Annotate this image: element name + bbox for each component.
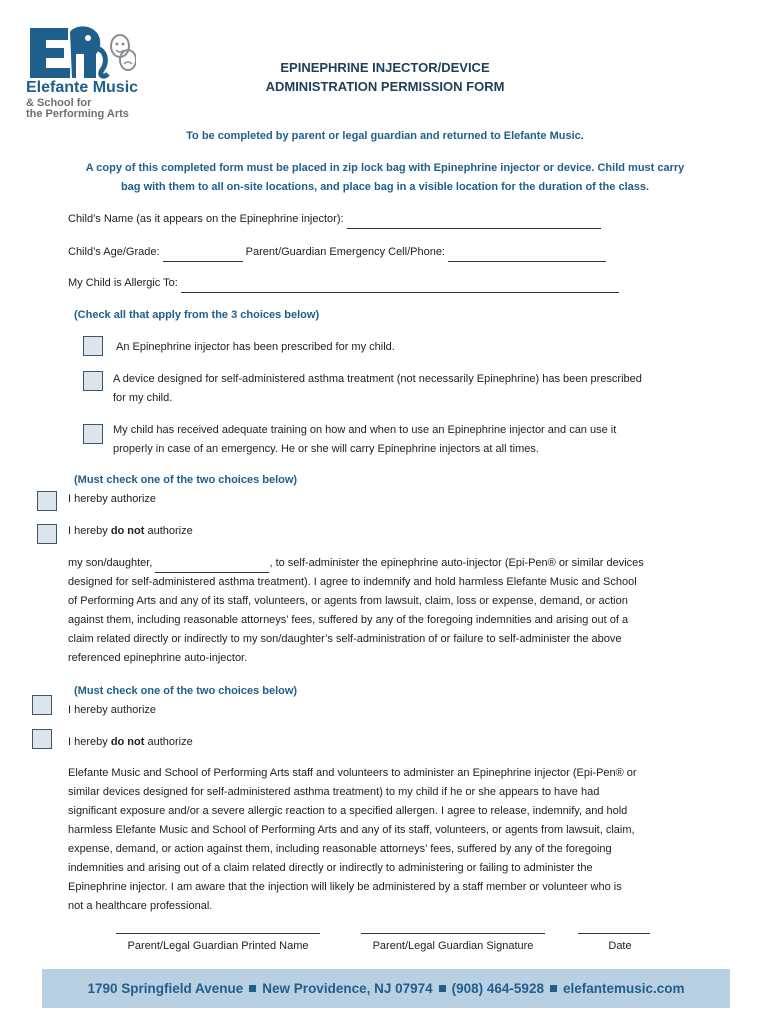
emergency-phone-field[interactable] — [448, 249, 606, 262]
checkbox-self-authorize[interactable] — [37, 491, 57, 511]
option-asthma-line-2: for my child. — [113, 392, 173, 404]
section1-heading: (Check all that apply from the 3 choices below) — [74, 309, 320, 321]
emergency-phone-label: Parent/Guardian Emergency Cell/Phone: — [245, 246, 445, 258]
staff-authorize-label: I hereby authorize — [68, 704, 157, 716]
printed-name-line[interactable] — [116, 933, 320, 934]
title-line-2: ADMINISTRATION PERMISSION FORM — [265, 79, 505, 94]
date-line[interactable] — [578, 933, 650, 934]
staff-p-line7: Epinephrine injector. I am aware that the injection will likely be administered by a staff member or volunteer who is — [68, 881, 622, 893]
staff-p-line4: harmless Elefante Music and School of Performing Arts and any of its staff, volunteers, or agents from lawsuit, claim, — [68, 824, 635, 836]
signature-line[interactable] — [361, 933, 545, 934]
staff-admin-paragraph — [68, 764, 718, 916]
square-bullet-icon — [249, 985, 256, 992]
child-name-row — [68, 210, 601, 229]
option-prescribed-text: An Epinephrine injector has been prescribed for my child. — [116, 341, 395, 353]
footer-phone: (908) 464-5928 — [451, 981, 544, 996]
logo-sub-2: the Performing Arts — [26, 108, 129, 120]
elephant-logo-icon — [24, 24, 136, 80]
staff-not-word: do not — [110, 736, 145, 748]
footer-bar — [42, 969, 730, 1008]
footer-city: New Providence, NJ 07974 — [262, 981, 433, 996]
page-title — [200, 58, 570, 96]
logo — [24, 24, 144, 124]
self-p-line5: claim related directly or indirectly to my son/daughter’s self-administration of or failure to self-administer the above — [68, 633, 622, 645]
footer-website[interactable]: elefantemusic.com — [562, 981, 685, 996]
staff-not-suffix: authorize — [147, 736, 193, 748]
square-bullet-icon — [550, 985, 557, 992]
title-line-1: EPINEPHRINE INJECTOR/DEVICE — [280, 60, 490, 75]
checkbox-prescribed[interactable] — [83, 336, 103, 356]
age-grade-field[interactable] — [163, 249, 243, 262]
self-p-line3: of Performing Arts and any of its staff, volunteers, or agents from lawsuit, claim, loss or expense, demand, or action — [68, 595, 628, 607]
checkbox-staff-not-authorize[interactable] — [32, 729, 52, 749]
child-name-field[interactable] — [347, 216, 601, 229]
logo-brand: Elefante Music — [26, 79, 139, 96]
self-not-suffix: authorize — [147, 525, 193, 537]
option-asthma-line-1: A device designed for self-administered asthma treatment (not necessarily Epinephrine) has been prescribed — [113, 373, 642, 385]
option-training-line-2: properly in case of an emergency. He or she will carry Epinephrine injectors at all times. — [113, 443, 539, 455]
section3-heading: (Must check one of the two choices below) — [74, 685, 298, 697]
logo-sub-1: & School for — [26, 97, 92, 109]
footer-address: 1790 Springfield Avenue — [87, 981, 244, 996]
printed-name-caption: Parent/Legal Guardian Printed Name — [127, 940, 309, 952]
date-caption: Date — [608, 940, 632, 952]
square-bullet-icon — [439, 985, 446, 992]
self-p-line6: referenced epinephrine auto-injector. — [68, 652, 248, 664]
staff-p-line2: similar devices designed for self-administered asthma treatment) to my child if he or she appears to have had — [68, 786, 600, 798]
allergic-field[interactable] — [181, 280, 619, 293]
notice-line-2: bag with them to all on-site locations, and place bag in a visible location for the duration of the class. — [120, 181, 650, 193]
son-daughter-name-field[interactable] — [155, 560, 269, 573]
staff-p-line6: indemnities and arising out of a claim related directly or indirectly to administering or failing to administer the — [68, 862, 593, 874]
staff-not-authorize-label — [68, 733, 193, 752]
intro-text: To be completed by parent or legal guardian and returned to Elefante Music. — [186, 130, 584, 142]
self-p-line1-b: , to self-administer the epinephrine auto-injector (Epi-Pen® or similar devices — [269, 557, 644, 569]
checkbox-staff-authorize[interactable] — [32, 695, 52, 715]
allergic-row — [68, 274, 619, 293]
staff-p-line1: Elefante Music and School of Performing Arts staff and volunteers to administer an Epinephrine injector (Epi-Pen® or — [68, 767, 637, 779]
self-admin-paragraph — [68, 554, 708, 668]
self-not-word: do not — [110, 525, 145, 537]
signature-caption: Parent/Legal Guardian Signature — [372, 940, 534, 952]
staff-p-line5: expense, demand, or action against them, including reasonable attorneys’ fees, suffered by any of the foregoing — [68, 843, 612, 855]
self-authorize-label: I hereby authorize — [68, 493, 157, 505]
self-p-line1-a: my son/daughter, — [68, 557, 153, 569]
staff-p-line3: significant exposure and/or a severe allergic reaction to a specified allergen. I agree to release, indemnify, and hold — [68, 805, 628, 817]
self-p-line4: against them, including reasonable attorneys’ fees, suffered by any of the foregoing indemnities and arising out of a — [68, 614, 629, 626]
self-not-prefix: I hereby — [68, 525, 108, 537]
checkbox-asthma-device[interactable] — [83, 371, 103, 391]
staff-p-line8: not a healthcare professional. — [68, 900, 213, 912]
age-phone-row — [68, 243, 606, 262]
allergic-label: My Child is Allergic To: — [68, 277, 178, 289]
checkbox-self-not-authorize[interactable] — [37, 524, 57, 544]
notice-line-1: A copy of this completed form must be placed in zip lock bag with Epinephrine injector or device. Child must carry — [85, 162, 685, 174]
staff-not-prefix: I hereby — [68, 736, 108, 748]
checkbox-training[interactable] — [83, 424, 103, 444]
self-not-authorize-label — [68, 522, 193, 541]
section2-heading: (Must check one of the two choices below) — [74, 474, 298, 486]
option-training-line-1: My child has received adequate training on how and when to use an Epinephrine injector and can use it — [113, 424, 617, 436]
self-p-line2: designed for self-administered asthma treatment). I agree to indemnify and hold harmless Elefante Music and School — [68, 576, 637, 588]
child-name-label: Child’s Name (as it appears on the Epinephrine injector): — [68, 213, 344, 225]
age-grade-label: Child’s Age/Grade: — [68, 246, 160, 258]
